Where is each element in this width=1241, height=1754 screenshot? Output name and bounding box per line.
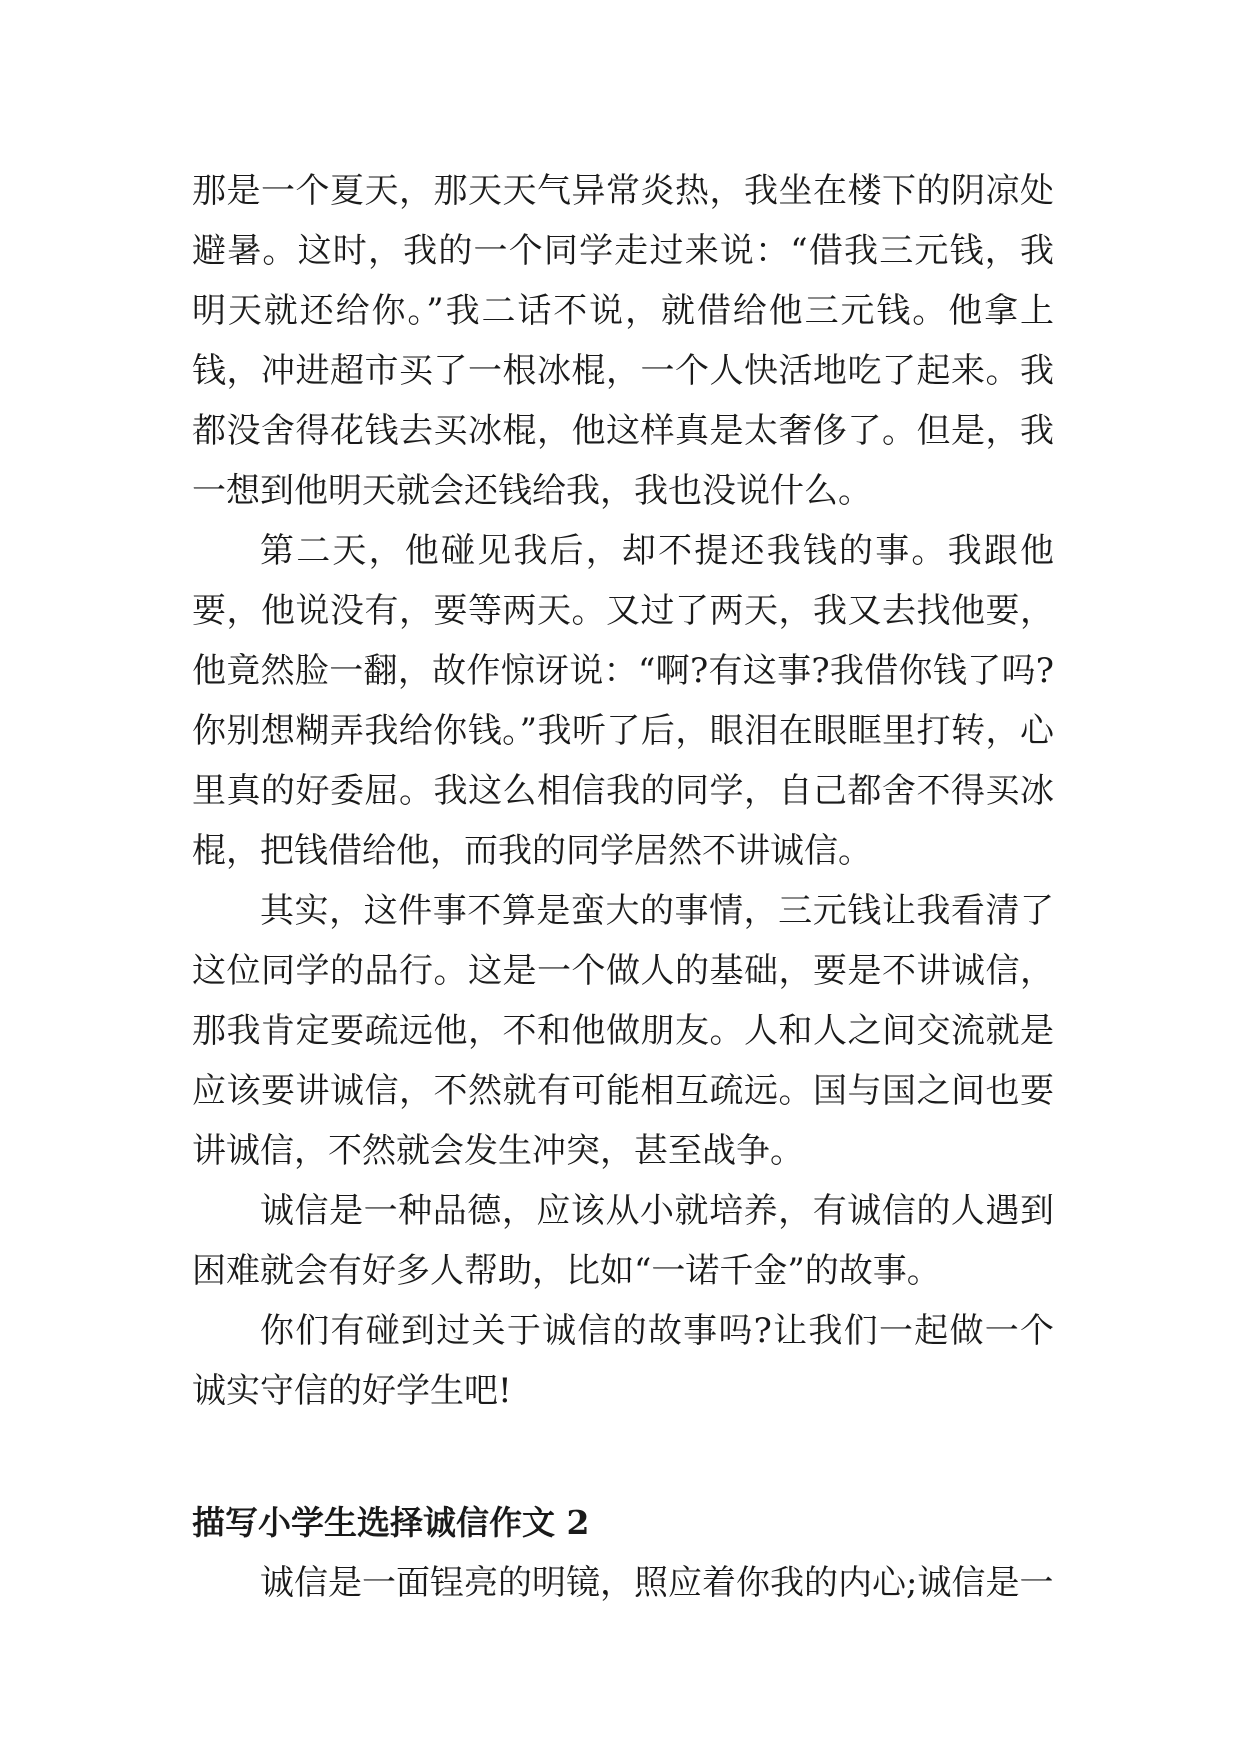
paragraph-summer-story: 那是一个夏天，那天天气异常炎热，我坐在楼下的阴凉处避暑。这时，我的一个同学走过来说：“借我三元钱，我明天就还给你。”我二话不说，就借给他三元钱。他拿上钱，冲进超市买了一根冰棍，一个人快活地吃了起来。我都没舍得花钱去买冰棍，他这样真是太奢侈了。但是，我一想到他明天就会还钱给我，我也没说什么。 xyxy=(192,171,1054,511)
paragraph-closing: 你们有碰到过关于诚信的故事吗?让我们一起做一个诚实守信的好学生吧! xyxy=(192,1311,1054,1411)
section-title: 描写小学生选择诚信作文 2 xyxy=(192,1503,590,1542)
essay-body xyxy=(192,161,1054,1613)
paragraph-virtue: 诚信是一种品德，应该从小就培养，有诚信的人遇到困难就会有好多人帮助，比如“一诺千金”的故事。 xyxy=(192,1191,1054,1291)
paragraph-section2-opening: 诚信是一面锃亮的明镜，照应着你我的内心;诚信是一 xyxy=(260,1563,1054,1603)
paragraph-reflection: 其实，这件事不算是蛮大的事情，三元钱让我看清了这位同学的品行。这是一个做人的基础，要是不讲诚信，那我肯定要疏远他，不和他做朋友。人和人之间交流就是应该要讲诚信，不然就有可能相互疏远。国与国之间也要讲诚信，不然就会发生冲突，甚至战争。 xyxy=(192,891,1054,1171)
paragraph-next-day: 第二天，他碰见我后，却不提还我钱的事。我跟他要，他说没有，要等两天。又过了两天，我又去找他要，他竟然脸一翻，故作惊讶说：“啊?有这事?我借你钱了吗?你别想糊弄我给你钱。”我听了后，眼泪在眼眶里打转，心里真的好委屈。我这么相信我的同学，自己都舍不得买冰棍，把钱借给他，而我的同学居然不讲诚信。 xyxy=(192,531,1054,871)
